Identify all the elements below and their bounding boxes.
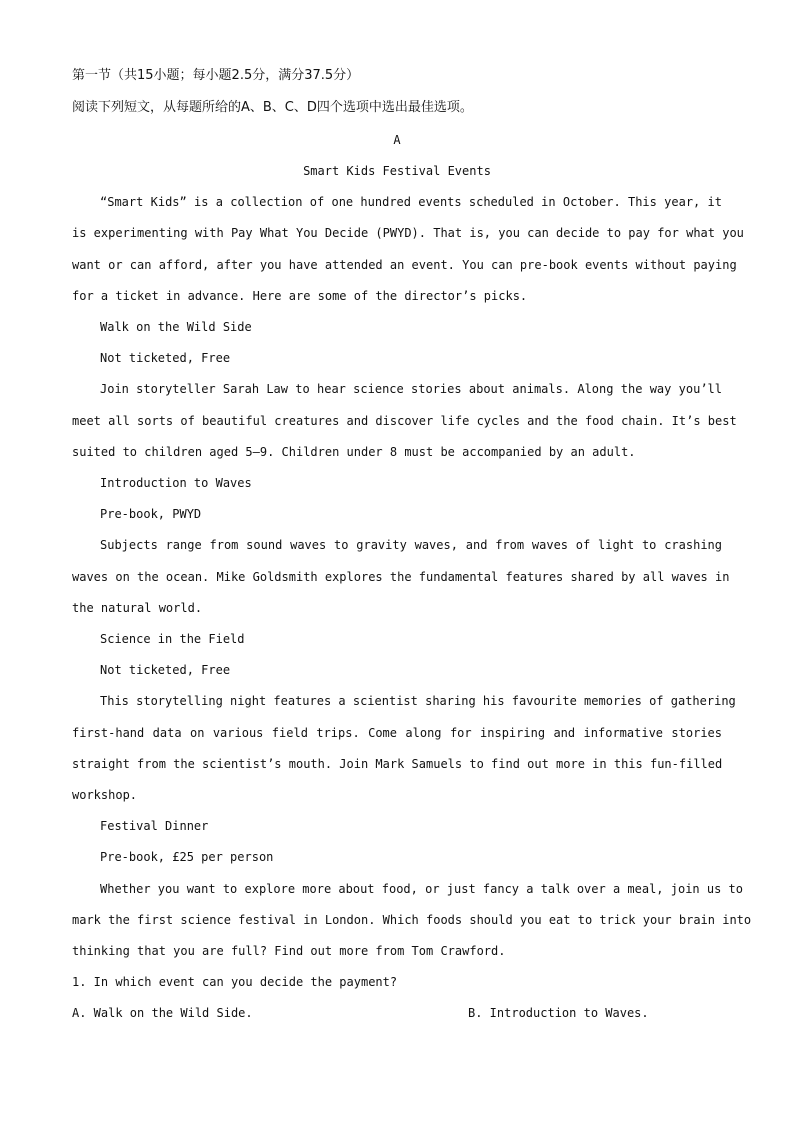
question-stem: 1. In which event can you decide the payment? (72, 975, 398, 989)
event-name: Walk on the Wild Side (100, 320, 252, 334)
event-desc-line: Join storyteller Sarah Law to hear science stories about animals. Along the way you’ll (100, 382, 722, 396)
event-ticket: Not ticketed, Free (100, 351, 231, 365)
intro-line: “Smart Kids” is a collection of one hundred events scheduled in October. This year, it (100, 195, 722, 209)
option-a[interactable]: A. Walk on the Wild Side. (72, 1006, 253, 1020)
instruction-text: 阅读下列短文，从每题所给的A、B、C、D四个选项中选出最佳选项。 (72, 100, 473, 115)
event-ticket: Not ticketed, Free (100, 663, 231, 677)
event-desc-line: straight from the scientist’s mouth. Join Mark Samuels to find out more in this fun-filled (72, 757, 723, 771)
event-desc-line: suited to children aged 5—9. Children under 8 must be accompanied by an adult. (72, 445, 636, 459)
intro-line: want or can afford, after you have attended an event. You can pre-book events without paying (72, 258, 737, 272)
intro-line: is experimenting with Pay What You Decide (PWYD). That is, you can decide to pay for what you (72, 226, 744, 240)
event-desc-line: first-hand data on various field trips. Come along for inspiring and informative stories (72, 726, 722, 740)
intro-line: for a ticket in advance. Here are some of the director’s picks. (72, 289, 528, 303)
passage-title: Smart Kids Festival Events (303, 164, 491, 178)
passage-letter: A (393, 133, 401, 147)
event-desc-line: Whether you want to explore more about food, or just fancy a talk over a meal, join us to (100, 882, 743, 896)
section-heading: 第一节（共15小题；每小题2.5分，满分37.5分） (72, 68, 360, 83)
event-desc-line: mark the first science festival in London. Which foods should you eat to trick your brain into (72, 913, 752, 927)
event-desc-line: thinking that you are full? Find out more from Tom Crawford. (72, 944, 506, 958)
event-desc-line: meet all sorts of beautiful creatures and discover life cycles and the food chain. It’s best (72, 414, 737, 428)
event-desc-line: This storytelling night features a scientist sharing his favourite memories of gathering (100, 694, 736, 708)
event-ticket: Pre-book, £25 per person (100, 850, 274, 864)
event-desc-line: workshop. (72, 788, 138, 802)
event-name: Science in the Field (100, 632, 245, 646)
event-ticket: Pre-book, PWYD (100, 507, 202, 521)
event-name: Introduction to Waves (100, 476, 252, 490)
event-desc-line: Subjects range from sound waves to gravity waves, and from waves of light to crashing (100, 538, 722, 552)
event-name: Festival Dinner (100, 819, 209, 833)
answer-options (72, 1004, 722, 1022)
event-desc-line: waves on the ocean. Mike Goldsmith explores the fundamental features shared by all waves in (72, 570, 730, 584)
option-b[interactable]: B. Introduction to Waves. (468, 1006, 649, 1020)
event-desc-line: the natural world. (72, 601, 203, 615)
